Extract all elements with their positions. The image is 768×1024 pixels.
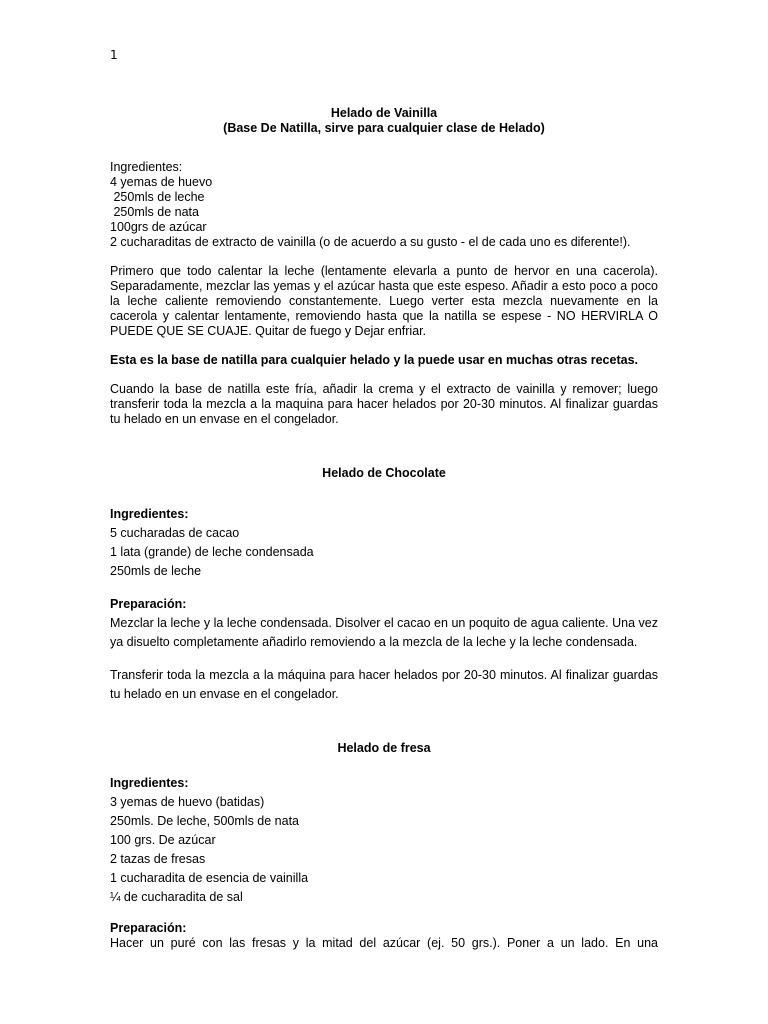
vanilla-title: Helado de Vainilla	[330, 106, 438, 120]
ingredient-item: 1 lata (grande) de leche condensada	[110, 545, 314, 559]
ingredient-item: 4 yemas de huevo	[110, 175, 213, 189]
vanilla-paragraph-1: Primero que todo calentar la leche (lentamente elevarla a punto de hervor en una cacerola). Separadamente, mezclar las yemas y el azúcar hasta que este espeso. Añadir a esto poco a poco la leche caliente removiendo constantemente. Luego verter esta mezcla nuevamente en la cacerola y calentar lentamente, removiendo hasta que la natilla se espese - NO HERVIRLA O PUEDE QUE SE CUAJE. Quitar de fuego y Dejar enfriar.	[110, 264, 658, 338]
page-number: 1	[110, 48, 118, 62]
vanilla-paragraph-2: Cuando la base de natilla este fría, añadir la crema y el extracto de vainilla y remover; luego transferir toda la mezcla a la maquina para hacer helados por 20-30 minutos. Al finalizar guardas tu helado en un envase en el congelador.	[110, 382, 658, 426]
strawberry-ingredients-heading: Ingredientes:	[110, 776, 189, 790]
chocolate-ingredients-heading: Ingredientes:	[110, 507, 189, 521]
ingredient-item: 250mls de leche	[110, 190, 205, 204]
ingredient-item: 2 tazas de fresas	[110, 852, 206, 866]
strawberry-title: Helado de fresa	[337, 741, 431, 755]
vanilla-ingredients-heading: Ingredientes:	[110, 160, 183, 174]
ingredient-item: 100grs de azúcar	[110, 220, 207, 234]
ingredient-item: 250mls de leche	[110, 564, 202, 578]
vanilla-recipe	[110, 106, 658, 427]
document-body	[110, 106, 658, 951]
vanilla-note: Esta es la base de natilla para cualquier helado y la puede usar en muchas otras recetas.	[110, 353, 639, 367]
vanilla-subtitle: (Base De Natilla, sirve para cualquier clase de Helado)	[223, 121, 545, 135]
ingredient-item: 2 cucharaditas de extracto de vainilla (o de acuerdo a su gusto - el de cada uno es diferente!).	[110, 235, 631, 249]
vanilla-ingredients	[110, 160, 658, 250]
chocolate-paragraph-1: Mezclar la leche y la leche condensada. Disolver el cacao en un poquito de agua caliente. Una vez ya disuelto completamente añadirlo removiendo a la mezcla de la leche y la leche condensada.	[110, 616, 658, 649]
ingredient-item: 250mls. De leche, 500mls de nata	[110, 814, 299, 828]
chocolate-ingredients	[110, 505, 658, 581]
ingredient-item: 3 yemas de huevo (batidas)	[110, 795, 265, 809]
chocolate-preparation-heading: Preparación:	[110, 597, 187, 611]
chocolate-paragraph-2: Transferir toda la mezcla a la máquina para hacer helados por 20-30 minutos. Al finalizar guardas tu helado en un envase en el congelador.	[110, 668, 658, 701]
strawberry-recipe	[110, 741, 658, 951]
ingredient-item: 100 grs. De azúcar	[110, 833, 216, 847]
strawberry-paragraph-1: Hacer un puré con las fresas y la mitad del azúcar (ej. 50 grs.). Poner a un lado. En una	[110, 936, 658, 950]
strawberry-ingredients	[110, 774, 658, 907]
ingredient-item: 1 cucharadita de esencia de vainilla	[110, 871, 309, 885]
ingredient-item: 5 cucharadas de cacao	[110, 526, 240, 540]
chocolate-title: Helado de Chocolate	[322, 466, 446, 480]
ingredient-item: 250mls de nata	[110, 205, 199, 219]
strawberry-preparation-heading: Preparación:	[110, 921, 187, 935]
ingredient-item: ¼ de cucharadita de sal	[110, 890, 243, 904]
chocolate-recipe	[110, 466, 658, 704]
